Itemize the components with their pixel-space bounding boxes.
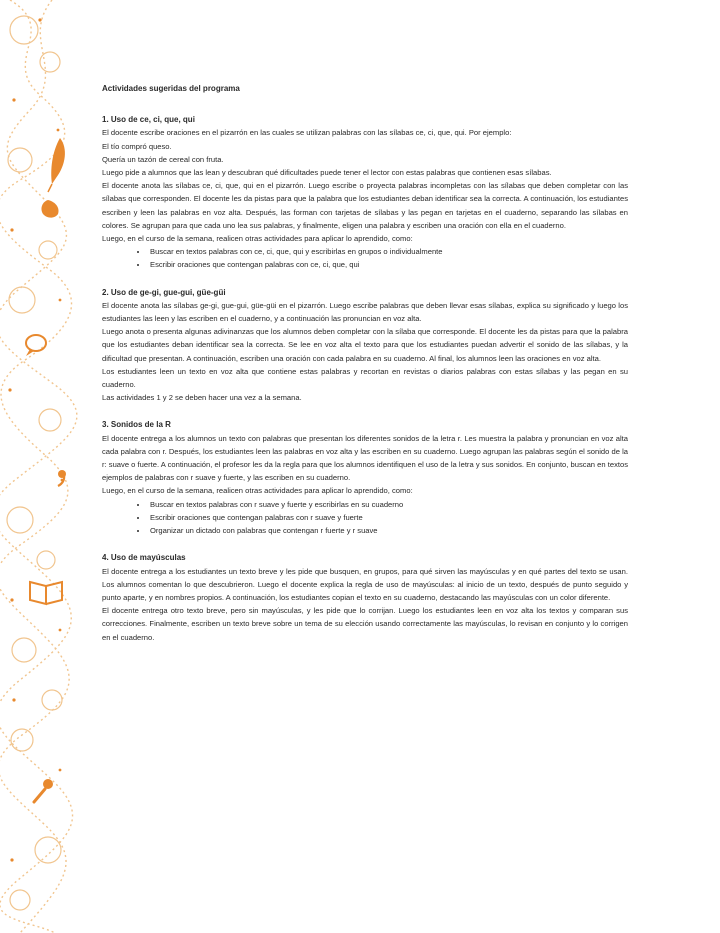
- paragraph: El docente escribe oraciones en el pizarrón en las cuales se utilizan palabras con las sílabas ce, ci, que, qui. Por ejemplo:: [102, 128, 512, 138]
- paragraph: El docente entrega a los estudiantes un texto breve y les pide que busquen, en grupos, para qué sirven las mayúsculas y en qué partes del texto se usan. Los alumnos comentan lo que descubrieron. Luego el docente explica la regla de uso de mayúsculas: al inicio de un texto, después de punto seguido y punto aparte, y en nombres propios. A continuación, los estudiantes copian el texto en su cuaderno, destacando las mayúsculas con un color diferente.: [102, 566, 628, 602]
- document-body: [102, 82, 628, 658]
- bullet-item: • Organizar un dictado con palabras que contengan r fuerte y r suave: [148, 524, 628, 537]
- sections-container: [102, 113, 628, 644]
- comma-icon: [58, 470, 66, 486]
- paragraph: Quería un tazón de cereal con fruta.: [102, 154, 224, 164]
- leaf-icon: [41, 200, 58, 218]
- bullet-item: • Buscar en textos palabras con ce, ci, que, qui y escribirlas en grupos o individualmente: [148, 245, 628, 258]
- speech-bubble-icon: [26, 335, 46, 356]
- microphone-icon: [34, 779, 53, 802]
- paragraph: Luego, en el curso de la semana, realicen otras actividades para aplicar lo aprendido, como:: [102, 234, 413, 244]
- bullet-list: [102, 245, 628, 271]
- bullet-list: [102, 498, 628, 538]
- paragraph: El docente anota las sílabas ge-gi, gue-gui, güe-güi en el pizarrón. Luego escribe palabras que deben llevar esas sílabas, explica su significado y luego los estudiantes las leen y las escriben en el cuaderno, y a continuación las pronuncian en voz alta.: [102, 300, 628, 324]
- bullet-item: • Buscar en textos palabras con r suave y fuerte y escribirlas en su cuaderno: [148, 498, 628, 511]
- paragraph: El docente entrega a los alumnos un texto con palabras que presentan los diferentes sonidos de la letra r. Les muestra la palabra y pronuncian en voz alta cada palabra con r. Después, los estudiantes leen las palabras en voz alta y las escriben en su cuaderno. Luego agrupan las palabras según el sonido de la r: suave o fuerte. A continuación, el profesor les da la regla para que los alumnos identifiquen el uso de la letra y sus sonidos. En conjunto, buscan en textos ejemplos de palabras con r suave y fuerte, y las escriben en su cuaderno.: [102, 433, 628, 483]
- paragraph: El tío compró queso.: [102, 141, 172, 151]
- section-title: 2. Uso de ge-gi, gue-gui, güe-güi: [102, 287, 226, 297]
- section-title: 3. Sonidos de la R: [102, 420, 171, 430]
- paragraph: Luego pide a alumnos que las lean y descubran qué dificultades puede tener el lector con estas palabras que contienen esas sílabas.: [102, 168, 552, 178]
- section-title: 1. Uso de ce, ci, que, qui: [102, 115, 195, 125]
- paragraph: Luego, en el curso de la semana, realicen otras actividades para aplicar lo aprendido, como:: [102, 486, 413, 496]
- paragraph: Las actividades 1 y 2 se deben hacer una vez a la semana.: [102, 393, 302, 403]
- document-heading: Actividades sugeridas del programa: [102, 84, 240, 93]
- bullet-item: • Escribir oraciones que contengan palabras con ce, ci, que, qui: [148, 258, 628, 271]
- section-title: 4. Uso de mayúsculas: [102, 553, 186, 563]
- feather-icon: [48, 138, 65, 192]
- section: [102, 113, 628, 271]
- paragraph: El docente anota las sílabas ce, ci, que, qui en el pizarrón. Luego escribe o proyecta palabras incompletas con las sílabas que deben completar con las sílabas que corresponden. El docente les da pistas para que la palabra que los estudiantes deban identificar sea la correcta. A continuación, los estudiantes escriben y leen las palabras en voz alta. Después, las forman con tarjetas de sílabas y las pegan en tarjetas en el cuaderno, separando las sílabas en colores. Se agrupan para que cada uno lea sus palabras, y finalmente, eligen una palabra y escriben una oración con ella en el cuaderno.: [102, 181, 628, 230]
- section: [102, 551, 628, 643]
- section: [102, 418, 628, 537]
- decorative-border: [0, 0, 78, 933]
- paragraph: El docente entrega otro texto breve, pero sin mayúsculas, y les pide que lo corrijan. Luego los estudiantes leen en voz alta los textos y comparan sus correcciones. Finalmente, escriben un texto breve sobre un tema de su elección usando correctamente las mayúsculas, lo revisan en conjunto y lo corrigen en el cuaderno.: [102, 606, 628, 642]
- paragraph: Luego anota o presenta algunas adivinanzas que los alumnos deben completar con la sílaba que corresponde. El docente les da pistas para que la palabra que los estudiantes deban identificar sea la correcta. Se lee en voz alta el texto para que los estudiantes puedan advertir el sonido de las sílabas, y la dificultad que presentan. A continuación, escriben una oración con cada palabra en su cuaderno. Al final, los alumnos leen las oraciones en voz alta.: [102, 327, 628, 363]
- open-book-icon: [30, 582, 62, 604]
- bullet-item: • Escribir oraciones que contengan palabras con r suave y fuerte: [148, 511, 628, 524]
- paragraph: Los estudiantes leen un texto en voz alta que contiene estas palabras y recortan en revistas o diarios palabras con estas sílabas y las pegan en su cuaderno.: [102, 366, 628, 390]
- section: [102, 286, 628, 405]
